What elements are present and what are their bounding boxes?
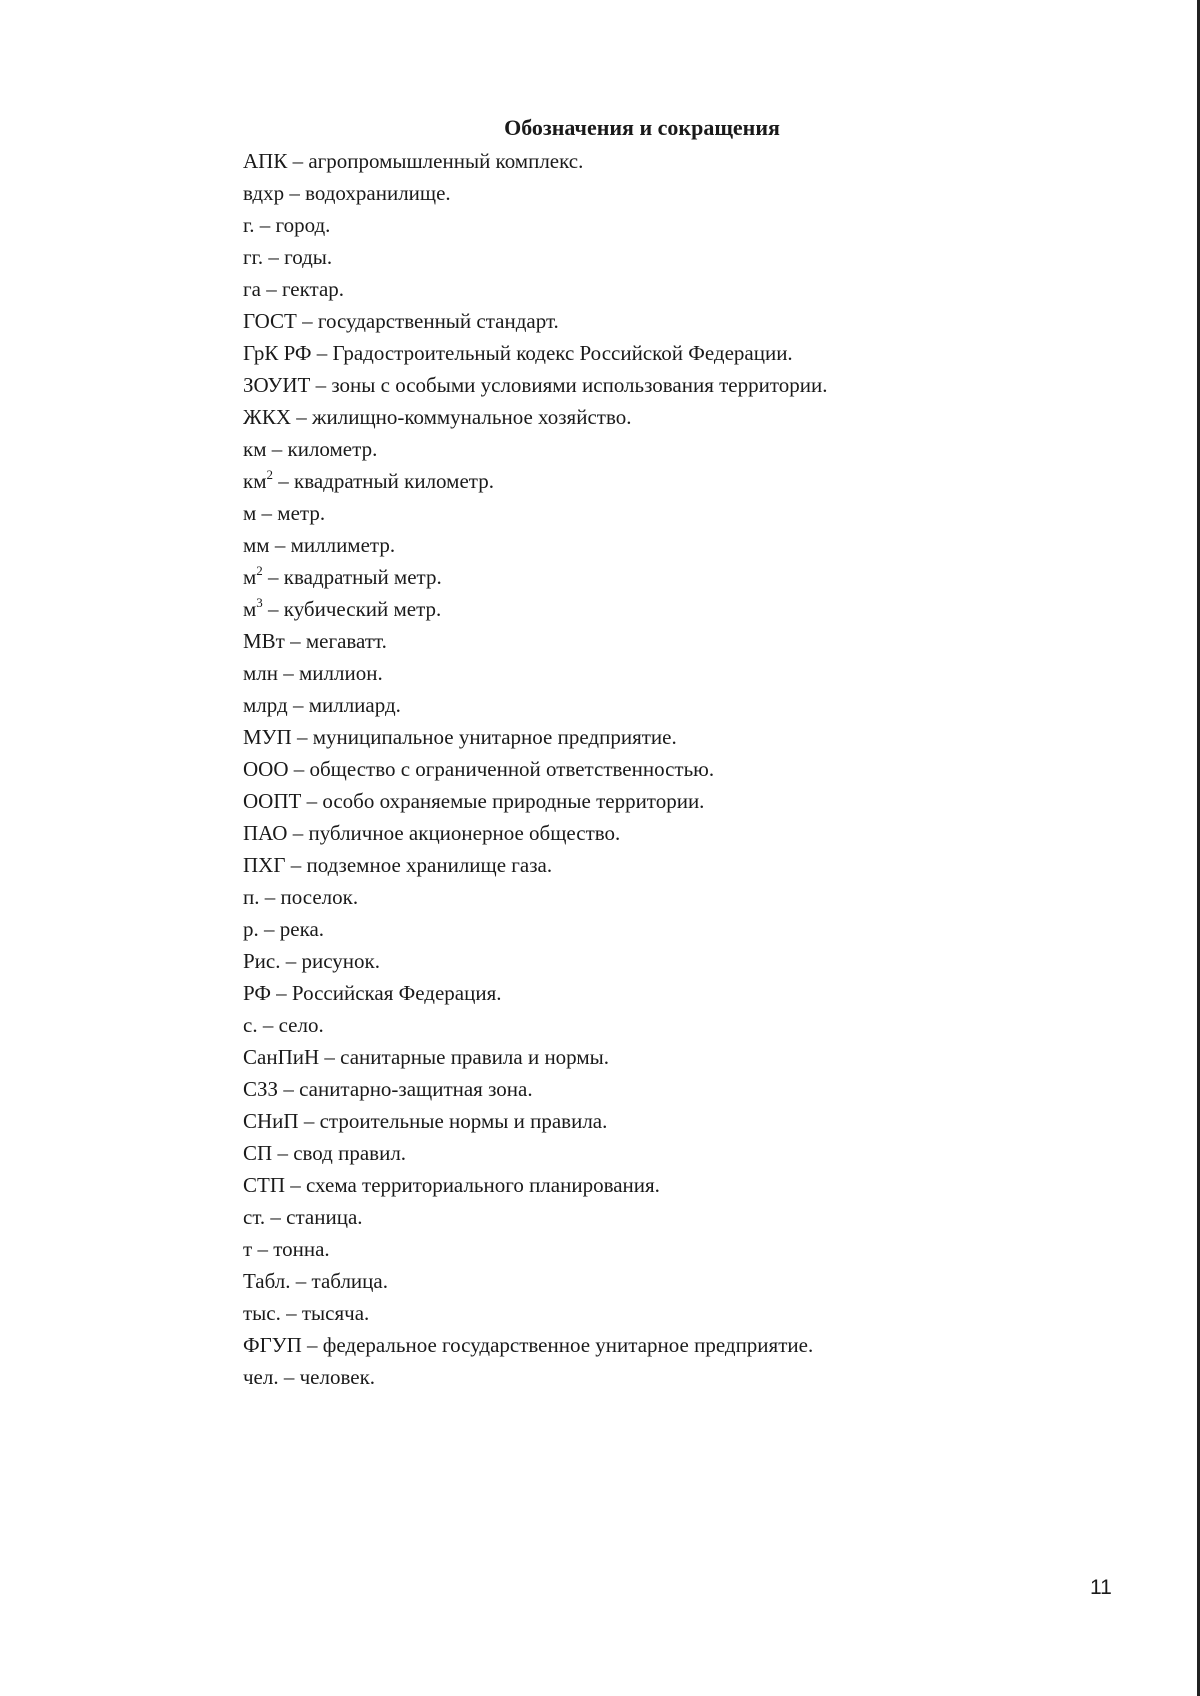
abbreviation-definition: – санитарные правила и нормы. <box>319 1045 610 1069</box>
abbreviation-entry <box>243 1073 827 1105</box>
abbreviation-entry <box>243 145 827 177</box>
abbreviation-term: м <box>243 501 257 525</box>
abbreviation-entry <box>243 465 827 497</box>
abbreviation-definition: – рисунок. <box>280 949 380 973</box>
abbreviation-term: ПХГ <box>243 853 286 877</box>
abbreviation-definition: – годы. <box>263 245 333 269</box>
page-title: Обозначения и сокращения <box>504 115 780 140</box>
abbreviation-term: с. <box>243 1013 258 1037</box>
abbreviation-definition: – Градостроительный кодекс Российской Федерации. <box>311 341 793 365</box>
abbreviation-definition: – подземное хранилище газа. <box>285 853 553 877</box>
abbreviation-term: ГОСТ <box>243 309 297 333</box>
abbreviation-definition: – миллиард. <box>287 693 401 717</box>
abbreviation-definition: – общество с ограниченной ответственностью. <box>288 757 715 781</box>
abbreviation-term: млрд <box>243 693 288 717</box>
abbreviation-definition: – человек. <box>278 1365 376 1389</box>
abbreviation-entry <box>243 1265 827 1297</box>
abbreviation-term: п. <box>243 885 260 909</box>
abbreviation-entry <box>243 753 827 785</box>
abbreviation-term: ООО <box>243 757 289 781</box>
abbreviation-definition: – агропромышленный комплекс. <box>287 149 584 173</box>
abbreviation-superscript: 2 <box>266 467 273 482</box>
abbreviation-definition: – федеральное государственное унитарное предприятие. <box>301 1333 814 1357</box>
abbreviation-definition: – особо охраняемые природные территории. <box>301 789 705 813</box>
abbreviation-term: Рис. <box>243 949 281 973</box>
abbreviation-definition: – таблица. <box>290 1269 388 1293</box>
abbreviation-entry <box>243 1233 827 1265</box>
abbreviation-definition: – мегаватт. <box>284 629 387 653</box>
abbreviation-entry <box>243 1297 827 1329</box>
abbreviation-entry <box>243 881 827 913</box>
abbreviation-term: МВт <box>243 629 285 653</box>
abbreviation-term: СанПиН <box>243 1045 320 1069</box>
abbreviation-definition: – жилищно-коммунальное хозяйство. <box>291 405 632 429</box>
abbreviation-entry <box>243 1201 827 1233</box>
abbreviation-term: АПК <box>243 149 288 173</box>
abbreviation-term: РФ <box>243 981 271 1005</box>
abbreviation-entry <box>243 657 827 689</box>
abbreviation-entry <box>243 1329 827 1361</box>
abbreviation-entry <box>243 945 827 977</box>
abbreviation-definition: – километр. <box>266 437 378 461</box>
abbreviation-definition: – зоны с особыми условиями использования территории. <box>310 373 828 397</box>
abbreviation-term: чел. <box>243 1365 279 1389</box>
abbreviation-term: ст. <box>243 1205 266 1229</box>
abbreviation-entry <box>243 817 827 849</box>
abbreviation-entry <box>243 241 827 273</box>
abbreviation-entry <box>243 721 827 753</box>
abbreviation-term: ООПТ <box>243 789 302 813</box>
abbreviation-entry <box>243 273 827 305</box>
abbreviation-entry <box>243 401 827 433</box>
abbreviation-entry <box>243 913 827 945</box>
abbreviation-term: СТП <box>243 1173 285 1197</box>
abbreviation-term: МУП <box>243 725 292 749</box>
abbreviation-term: т <box>243 1237 253 1261</box>
abbreviation-definition: – Российская Федерация. <box>270 981 502 1005</box>
abbreviation-entry <box>243 1137 827 1169</box>
abbreviation-definition: – квадратный километр. <box>273 469 494 493</box>
abbreviation-entry <box>243 977 827 1009</box>
abbreviation-entry <box>243 529 827 561</box>
abbreviation-term: ФГУП <box>243 1333 302 1357</box>
abbreviation-definition: – гектар. <box>260 277 345 301</box>
abbreviation-term: СП <box>243 1141 273 1165</box>
abbreviation-definition: – строительные нормы и правила. <box>298 1109 608 1133</box>
abbreviation-entry <box>243 593 827 625</box>
abbreviation-definition: – тысяча. <box>280 1301 370 1325</box>
abbreviation-definition: – станица. <box>265 1205 363 1229</box>
abbreviation-entry <box>243 337 827 369</box>
abbreviation-entry <box>243 369 827 401</box>
abbreviation-term: ПАО <box>243 821 288 845</box>
abbreviation-definition: – миллион. <box>278 661 383 685</box>
abbreviation-term: м <box>243 565 257 589</box>
abbreviation-definition: – город. <box>254 213 331 237</box>
abbreviation-term: млн <box>243 661 279 685</box>
abbreviation-superscript: 3 <box>256 595 263 610</box>
abbreviation-entry <box>243 1361 827 1393</box>
abbreviation-entry <box>243 1169 827 1201</box>
abbreviation-entry <box>243 785 827 817</box>
abbreviation-superscript: 2 <box>256 563 263 578</box>
abbreviation-definition: – свод правил. <box>272 1141 407 1165</box>
abbreviation-term: ЗОУИТ <box>243 373 311 397</box>
abbreviation-entry <box>243 1009 827 1041</box>
abbreviation-term: гг. <box>243 245 264 269</box>
abbreviation-definition: – метр. <box>256 501 326 525</box>
abbreviation-term: км <box>243 469 267 493</box>
abbreviation-entry <box>243 625 827 657</box>
abbreviation-definition: – поселок. <box>259 885 359 909</box>
abbreviation-term: га <box>243 277 261 301</box>
abbreviation-term: км <box>243 437 267 461</box>
abbreviation-definition: – схема территориального планирования. <box>285 1173 660 1197</box>
abbreviation-entry <box>243 561 827 593</box>
abbreviation-term: СНиП <box>243 1109 299 1133</box>
abbreviation-definition: – водохранилище. <box>284 181 451 205</box>
abbreviation-term: м <box>243 597 257 621</box>
abbreviation-list <box>243 145 827 1393</box>
abbreviation-term: р. <box>243 917 259 941</box>
abbreviation-definition: – государственный стандарт. <box>296 309 559 333</box>
abbreviation-entry <box>243 305 827 337</box>
abbreviation-term: мм <box>243 533 270 557</box>
abbreviation-definition: – кубический метр. <box>262 597 442 621</box>
abbreviation-entry <box>243 849 827 881</box>
abbreviation-term: вдхр <box>243 181 285 205</box>
abbreviation-definition: – тонна. <box>252 1237 330 1261</box>
abbreviation-definition: – квадратный метр. <box>262 565 442 589</box>
abbreviation-entry <box>243 177 827 209</box>
abbreviation-term: Табл. <box>243 1269 291 1293</box>
abbreviation-definition: – река. <box>258 917 325 941</box>
abbreviation-term: тыс. <box>243 1301 281 1325</box>
abbreviation-entry <box>243 209 827 241</box>
abbreviation-entry <box>243 433 827 465</box>
abbreviation-definition: – санитарно-защитная зона. <box>278 1077 533 1101</box>
abbreviation-term: ЖКХ <box>243 405 291 429</box>
abbreviation-term: ГрК РФ <box>243 341 312 365</box>
abbreviation-definition: – публичное акционерное общество. <box>287 821 621 845</box>
abbreviation-definition: – муниципальное унитарное предприятие. <box>291 725 677 749</box>
abbreviation-definition: – село. <box>257 1013 324 1037</box>
abbreviation-term: СЗЗ <box>243 1077 279 1101</box>
abbreviation-entry <box>243 1041 827 1073</box>
abbreviation-entry <box>243 497 827 529</box>
abbreviation-definition: – миллиметр. <box>269 533 396 557</box>
abbreviation-entry <box>243 689 827 721</box>
page-number: 11 <box>1090 1576 1112 1599</box>
abbreviation-entry <box>243 1105 827 1137</box>
abbreviation-term: г. <box>243 213 255 237</box>
